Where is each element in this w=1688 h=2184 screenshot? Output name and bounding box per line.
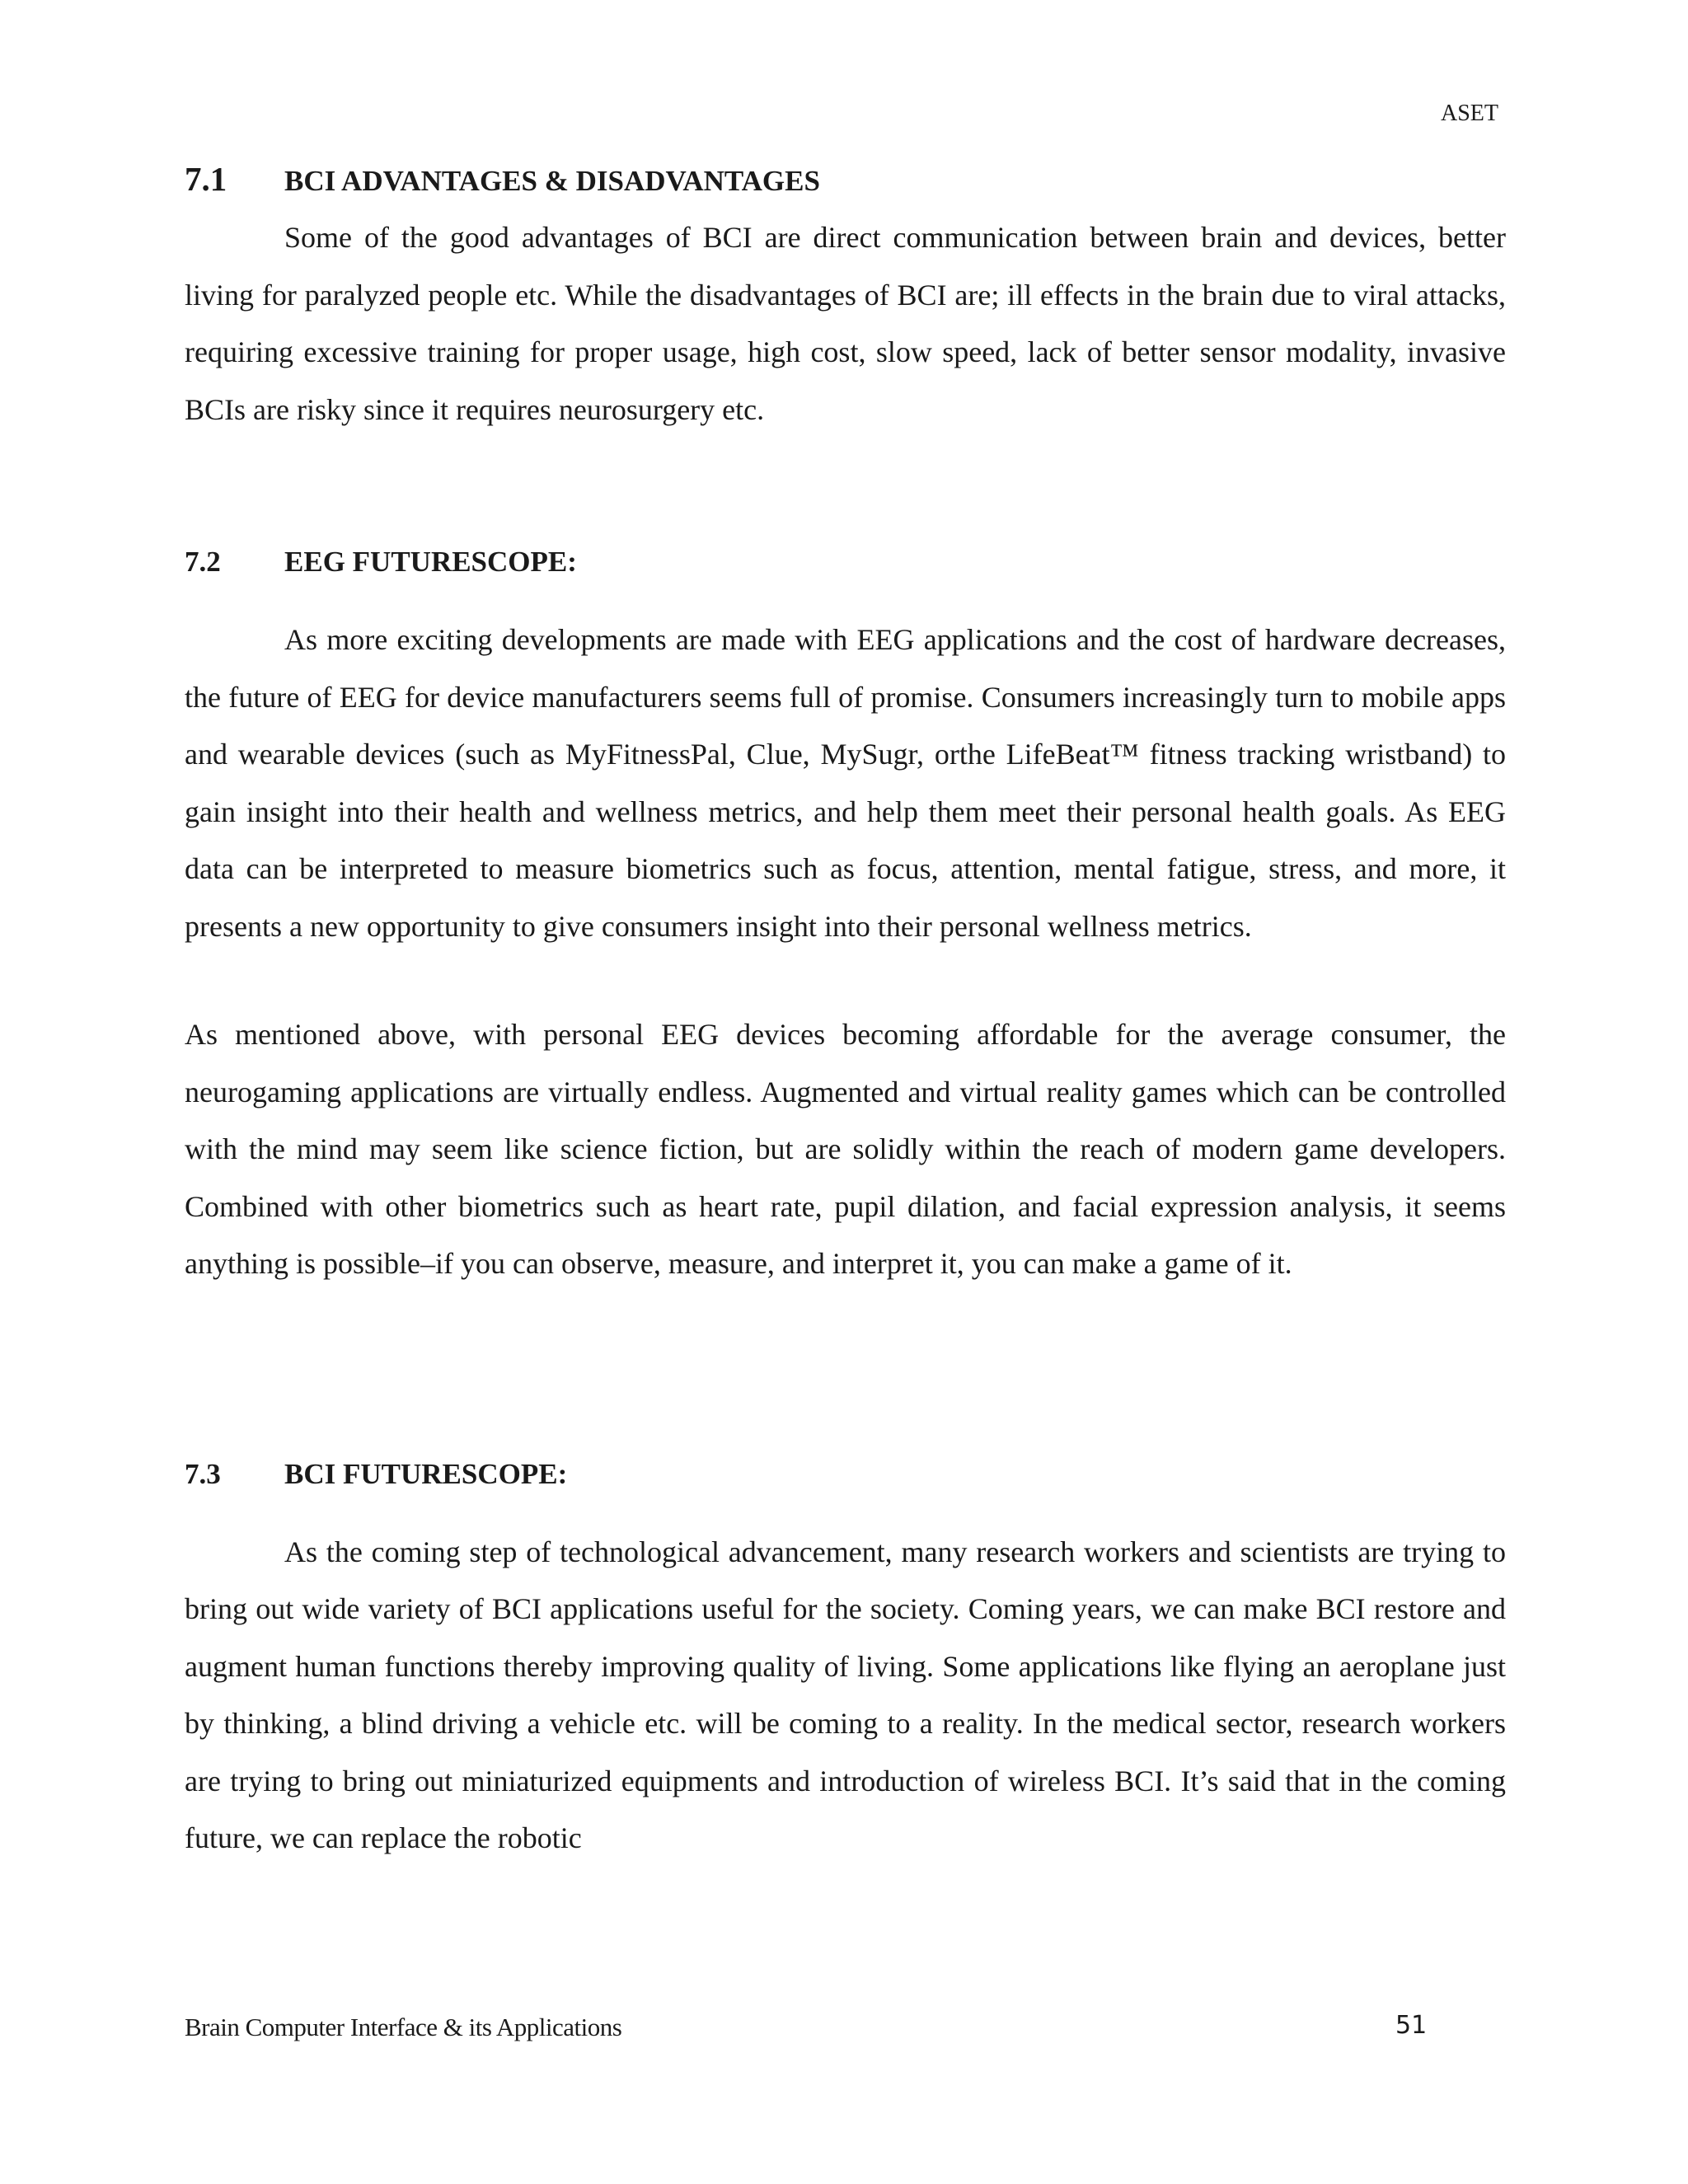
paragraph-eeg-future-1: As more exciting developments are made with EEG applications and the cost of hardware decreases, the future of EEG for device manufacturers seems full of promise. Consumers increasingly turn to mobile apps and wearable devices (such as MyFitnessPal, Clue, MySugr, orthe LifeBeat™ fitness tracking wristband) to gain insight into their health and wellness metrics, and help them meet their personal health goals. As EEG data can be interpreted to measure biometrics such as focus, attention, mental fatigue, stress, and more, it presents a new opportunity to give consumers insight into their personal wellness metrics. <box>185 623 1506 943</box>
paragraph-bci-future: As the coming step of technological advancement, many research workers and scientists are trying to bring out wide variety of BCI applications useful for the society. Coming years, we can make BCI restore and augment human functions thereby improving quality of living. Some applications like flying an aeroplane just by thinking, a blind driving a vehicle etc. will be coming to a reality. In the medical sector, research workers are trying to bring out miniaturized equipments and introduction of wireless BCI. It’s said that in the coming future, we can replace the robotic <box>185 1535 1506 1854</box>
section-title: EEG FUTURESCOPE: <box>284 546 577 578</box>
section-heading-7-2 <box>185 544 1506 580</box>
page-content <box>185 161 1506 1868</box>
section-title: BCI ADVANTAGES & DISADVANTAGES <box>284 165 820 197</box>
section-heading-7-1 <box>185 161 1506 199</box>
section-title: BCI FUTURESCOPE: <box>284 1457 568 1490</box>
page-number: 51 <box>1395 2011 1428 2040</box>
section-number: 7.2 <box>185 546 221 578</box>
paragraph-advantages: Some of the good advantages of BCI are direct communication between brain and devices, better living for paralyzed people etc. While the disadvantages of BCI are; ill effects in the brain due to viral attacks, requiring excessive training for proper usage, high cost, slow speed, lack of better sensor modality, invasive BCIs are risky since it requires neurosurgery etc. <box>185 221 1506 426</box>
section-heading-7-3 <box>185 1456 1506 1493</box>
footer-title: Brain Computer Interface & its Applications <box>185 2013 622 2041</box>
running-header: ASET <box>1441 101 1498 126</box>
section-number: 7.1 <box>185 160 227 198</box>
paragraph-eeg-future-2: As mentioned above, with personal EEG devices becoming affordable for the average consumer, the neurogaming applications are virtually endless. Augmented and virtual reality games which can be controlled with the mind may seem like science fiction, but are solidly within the reach of modern game developers. Combined with other biometrics such as heart rate, pupil dilation, and facial expression analysis, it seems anything is possible–if you can observe, measure, and interpret it, you can make a game of it. <box>185 1018 1506 1280</box>
section-number: 7.3 <box>185 1457 221 1490</box>
